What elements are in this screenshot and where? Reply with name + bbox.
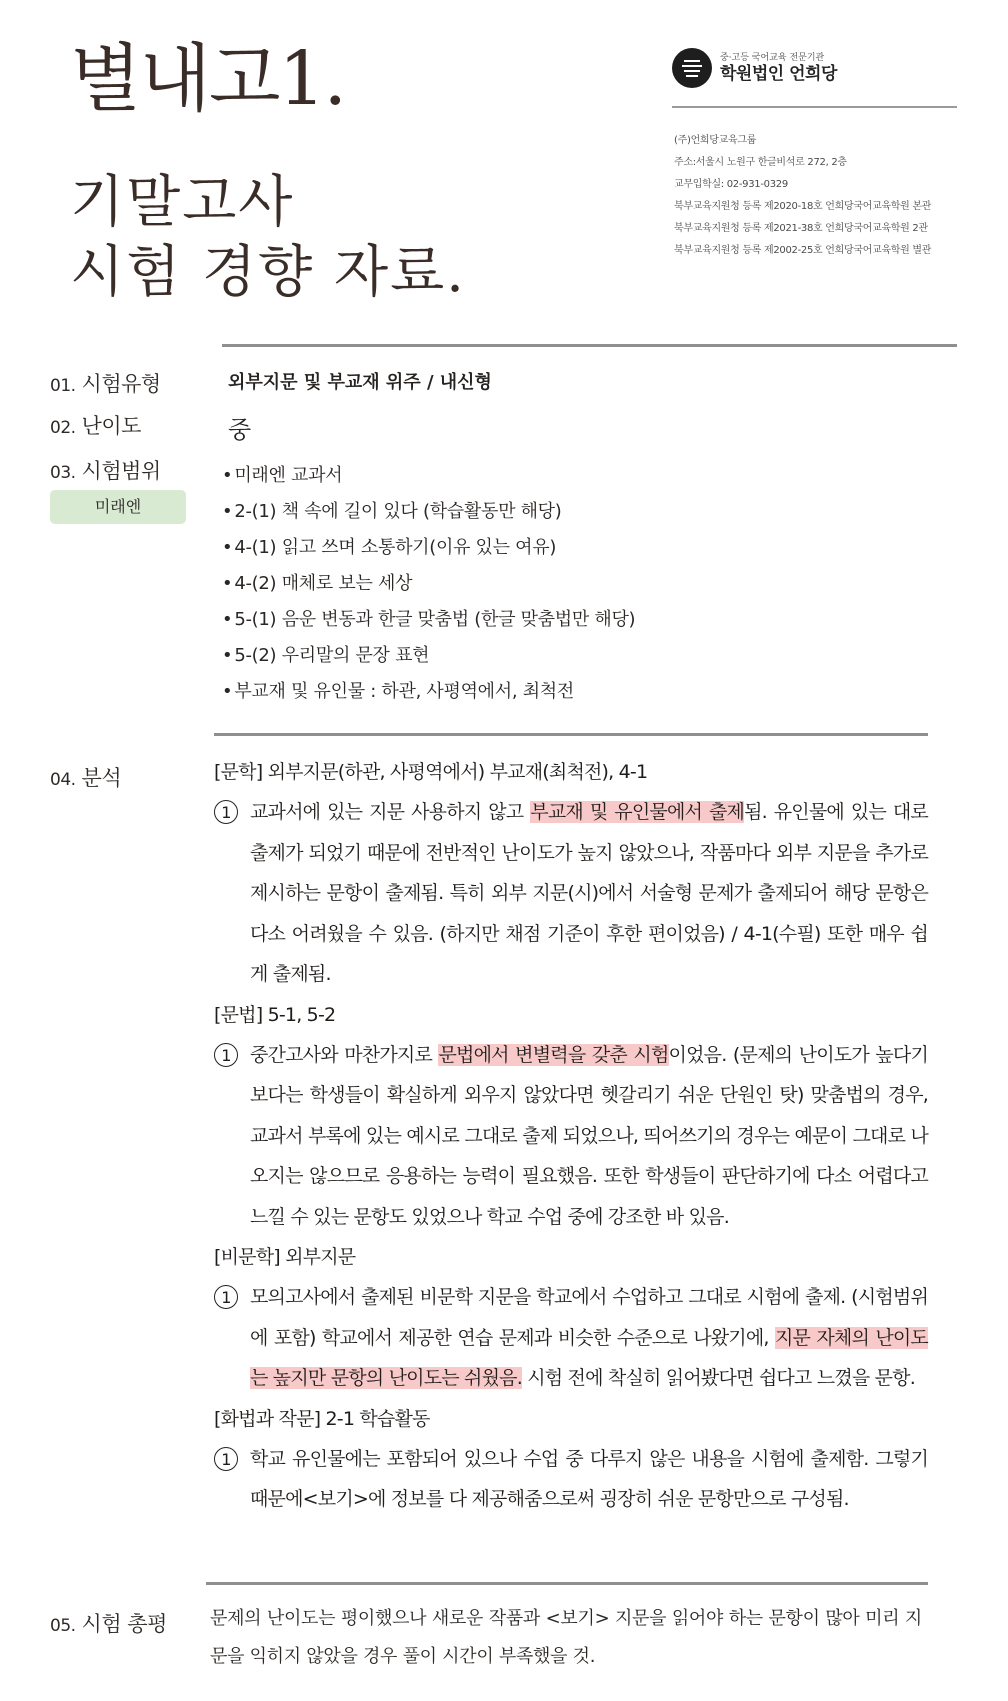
subtitle-line-2: 시험 경향 자료.: [70, 240, 466, 305]
scope-list: [222, 458, 635, 710]
analysis-text: 교과서에 있는 지문 사용하지 않고: [250, 801, 531, 823]
info-line: 주소:서울시 노원구 한글비석로 272, 2층: [674, 157, 847, 168]
highlighted-text: 부교재 및 유인물에서 출제: [530, 801, 745, 823]
page-subtitle: [70, 168, 466, 308]
circled-number-icon: 1: [214, 1043, 238, 1067]
list-item: • 부교재 및 유인물 : 하관, 사평역에서, 최척전: [222, 674, 635, 710]
section-number: 05.: [50, 1616, 76, 1636]
difficulty-value: 중: [228, 416, 252, 444]
analysis-body: [214, 752, 928, 1520]
analysis-item: [214, 1439, 928, 1520]
circled-number-icon: 1: [214, 800, 238, 824]
section-label-exam-type: [50, 368, 161, 398]
analysis-text: 시험 전에 착실히 읽어봤다면 쉽다고 느꼈을 문항.: [521, 1367, 915, 1389]
section-label-analysis: [50, 762, 121, 792]
section-number: 04.: [50, 770, 76, 790]
divider: [214, 733, 928, 736]
section-number: 02.: [50, 418, 76, 438]
analysis-text: 학교 유인물에는 포함되어 있으나 수업 중 다루지 않은 내용을 시험에 출제함. 그렇기 때문에<보기>에 정보를 다 제공해줌으로써 굉장히 쉬운 문항만으로 구성됨.: [250, 1447, 928, 1510]
divider: [222, 344, 957, 347]
section-number: 01.: [50, 376, 76, 396]
page-title: 별내고1.: [70, 36, 346, 122]
list-item: • 4-(2) 매체로 보는 세상: [222, 566, 635, 602]
summary-text: 문제의 난이도는 평이했으나 새로운 작품과 <보기> 지문을 읽어야 하는 문항이 많아 미리 지문을 익히지 않았을 경우 풀이 시간이 부족했을 것.: [210, 1608, 922, 1667]
highlighted-text: 지문 자체의 난이도는 높지만 문항의 난이도는 쉬웠음.: [250, 1326, 928, 1389]
list-item: • 4-(1) 읽고 쓰며 소통하기(이유 있는 여유): [222, 530, 635, 566]
section-title: 시험유형: [81, 372, 161, 396]
brand-tagline: 중·고등 국어교육 전문기관: [720, 53, 825, 63]
academy-seal-icon: [672, 48, 712, 88]
info-line: 북부교육지원청 등록 제2002-25호 언희당국어교육학원 별관: [674, 245, 932, 256]
circled-number-icon: 1: [214, 1447, 238, 1471]
list-item: • 2-(1) 책 속에 길이 있다 (학습활동만 해당): [222, 494, 635, 530]
circled-number-icon: 1: [214, 1285, 238, 1309]
brand-name: 학원법인 언희당: [720, 64, 837, 84]
divider: [672, 106, 957, 108]
section-label-difficulty: [50, 410, 141, 440]
list-item: • 5-(1) 음운 변동과 한글 맞춤법 (한글 맞춤법만 해당): [222, 602, 635, 638]
section-title: 시험범위: [81, 459, 161, 483]
analysis-text: 이었음. (문제의 난이도가 높다기보다는 학생들이 확실하게 외우지 않았다면 헷갈리기 쉬운 단원인 탓) 맞춤법의 경우, 교과서 부록에 있는 예시로 그대로 출제 되었으나, 띄어쓰기의 경우는 예문이 그대로 나오지는 않으므로 응용하는 능력이 필요했음. 또한 학생들이 판단하기에 다소 어렵다고 느낄 수 있는 문항도 있었으나 학교 수업 중에 강조한 바 있음.: [250, 1043, 929, 1228]
analysis-text: 중간고사와 마찬가지로: [250, 1043, 439, 1066]
section-title: 분석: [81, 766, 122, 790]
academy-info: [674, 130, 931, 262]
section-label-summary: [50, 1608, 167, 1638]
section-title: 시험 총평: [81, 1612, 167, 1636]
subtitle-line-1: 기말고사: [70, 170, 295, 235]
analysis-heading-literature: [문학] 외부지문(하관, 사평역에서) 부교재(최척전), 4-1: [214, 761, 648, 783]
list-item: • 5-(2) 우리말의 문장 표현: [222, 638, 635, 674]
analysis-item: [214, 792, 928, 995]
section-number: 03.: [50, 463, 76, 483]
list-item: • 미래엔 교과서: [222, 458, 635, 494]
analysis-heading-nonliterature: [비문학] 외부지문: [214, 1246, 356, 1268]
textbook-badge: 미래엔: [50, 490, 186, 524]
highlighted-text: 문법에서 변별력을 갖춘 시험: [438, 1043, 669, 1066]
analysis-heading-grammar: [문법] 5-1, 5-2: [214, 1003, 336, 1026]
info-line: (주)언희당교육그룹: [674, 135, 757, 146]
analysis-item: [214, 1035, 928, 1238]
info-line: 북부교육지원청 등록 제2020-18호 언희당국어교육학원 본관: [674, 201, 932, 212]
analysis-item: [214, 1277, 928, 1399]
divider: [206, 1582, 928, 1585]
section-title: 난이도: [81, 414, 141, 438]
analysis-text: 모의고사에서 출제된 비문학 지문을 학교에서 수업하고 그대로 시험에 출제. (시험범위에 포함) 학교에서 제공한 연습 문제과 비슷한 수준으로 나왔기에,: [250, 1286, 928, 1349]
section-label-exam-scope: [50, 455, 161, 485]
analysis-heading-speech-writing: [화법과 작문] 2-1 학습활동: [214, 1407, 430, 1430]
info-line: 북부교육지원청 등록 제2021-38호 언희당국어교육학원 2관: [674, 223, 928, 234]
info-line: 교무입학실: 02-931-0329: [674, 179, 788, 190]
exam-type-value: 외부지문 및 부교재 위주 / 내신형: [228, 372, 492, 393]
analysis-text: 됨. 유인물에 있는 대로 출제가 되었기 때문에 전반적인 난이도가 높지 않았으나, 작품마다 외부 지문을 추가로 제시하는 문항이 출제됨. 특히 외부 지문(시)에서 서술형 문제가 출제되어 해당 문항은 다소 어려웠을 수 있음. (하지만 채점 기준이 후한 편이었음) / 4-1(수필) 또한 매우 쉽게 출제됨.: [250, 801, 928, 985]
brand-logo: [672, 48, 837, 88]
